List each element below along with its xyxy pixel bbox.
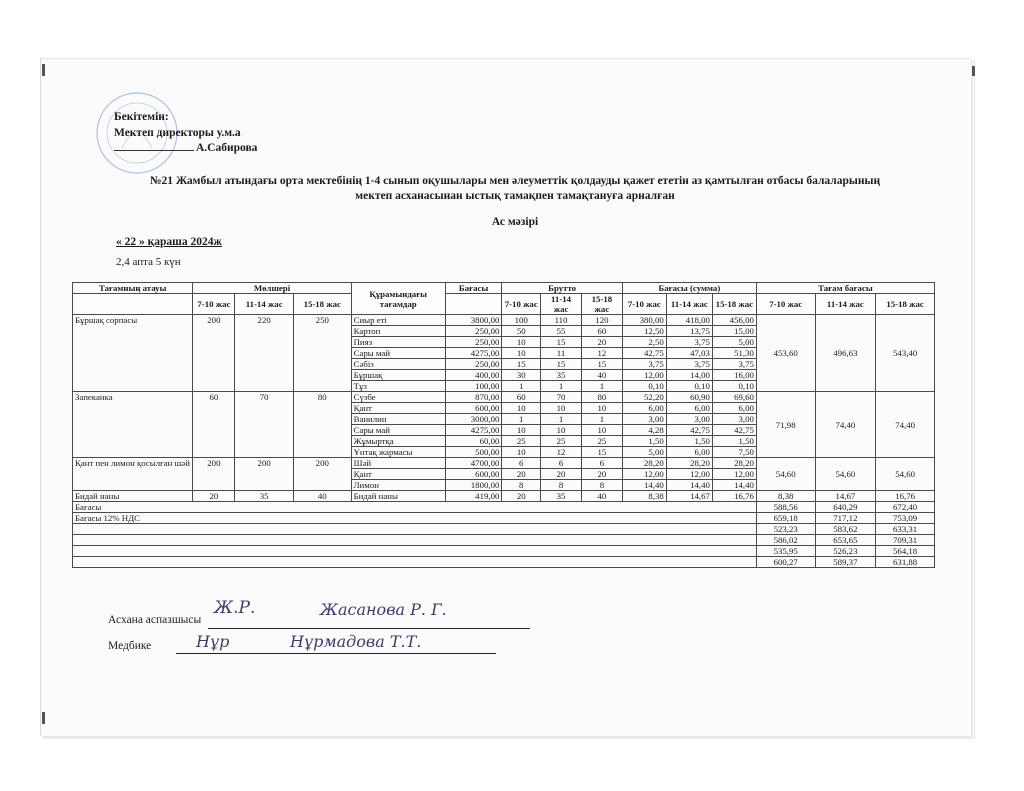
gross-value: 12 bbox=[581, 348, 622, 359]
edge-mark bbox=[972, 66, 975, 76]
gross-value: 20 bbox=[502, 491, 541, 502]
price-sum-value: 42,75 bbox=[622, 348, 666, 359]
price-sum-value: 52,20 bbox=[622, 392, 666, 403]
gross-value: 110 bbox=[541, 315, 582, 326]
summary-value: 600,27 bbox=[756, 557, 815, 568]
nurse-label: Медбике bbox=[108, 640, 152, 652]
gross-value: 6 bbox=[502, 458, 541, 469]
dish-total: 496,63 bbox=[815, 315, 876, 392]
gross-value: 25 bbox=[502, 436, 541, 447]
gross-value: 20 bbox=[502, 469, 541, 480]
sum-age3: 15-18 жас bbox=[712, 294, 756, 315]
price-sum-value: 2,50 bbox=[622, 337, 666, 348]
price-sum-value: 456,00 bbox=[712, 315, 756, 326]
dish-amount: 200 bbox=[193, 315, 235, 392]
ingredient-name: Картоп bbox=[351, 326, 445, 337]
price-sum-value: 14,40 bbox=[666, 480, 712, 491]
summary-value: 709,31 bbox=[876, 535, 935, 546]
price-sum-value: 8,38 bbox=[622, 491, 666, 502]
gross-value: 70 bbox=[541, 392, 582, 403]
gross-value: 35 bbox=[541, 491, 582, 502]
sum-age2: 11-14 жас bbox=[666, 294, 712, 315]
ingredient-name: Лимон bbox=[351, 480, 445, 491]
gross-value: 100 bbox=[502, 315, 541, 326]
header-blank bbox=[73, 294, 193, 315]
summary-value: 583,62 bbox=[815, 524, 876, 535]
ingredient-name: Пияз bbox=[351, 337, 445, 348]
price-sum-value: 28,20 bbox=[712, 458, 756, 469]
dish-total: 14,67 bbox=[815, 491, 876, 502]
table-row bbox=[73, 392, 935, 403]
summary-value: 753,09 bbox=[876, 513, 935, 524]
price-sum-value: 42,75 bbox=[666, 425, 712, 436]
ingredient-price: 870,00 bbox=[445, 392, 502, 403]
price-sum-value: 12,50 bbox=[622, 326, 666, 337]
gross-age3: 15-18 жас bbox=[581, 294, 622, 315]
menu-table bbox=[72, 282, 935, 568]
dish-total: 16,76 bbox=[876, 491, 935, 502]
summary-row bbox=[73, 535, 935, 546]
menu-title: Ас мәзірі bbox=[491, 216, 539, 228]
dish-total: 54,60 bbox=[756, 458, 815, 491]
header-price: Бағасы bbox=[445, 283, 502, 294]
gross-age1: 7-10 жас bbox=[502, 294, 541, 315]
price-sum-value: 0,10 bbox=[666, 381, 712, 392]
summary-value: 672,40 bbox=[876, 502, 935, 513]
ingredient-name: Сары май bbox=[351, 425, 445, 436]
summary-row bbox=[73, 546, 935, 557]
approval-line2: Мектеп директоры у.м.а bbox=[114, 126, 241, 139]
gross-value: 10 bbox=[541, 403, 582, 414]
gross-value: 40 bbox=[581, 370, 622, 381]
summary-row bbox=[73, 524, 935, 535]
summary-label: Бағасы bbox=[73, 502, 757, 513]
gross-value: 40 bbox=[581, 491, 622, 502]
summary-value: 633,31 bbox=[876, 524, 935, 535]
price-sum-value: 1,50 bbox=[622, 436, 666, 447]
header-age2: 11-14 жас bbox=[235, 294, 294, 315]
summary-value: 717,12 bbox=[815, 513, 876, 524]
gross-value: 6 bbox=[581, 458, 622, 469]
price-sum-value: 16,76 bbox=[712, 491, 756, 502]
price-sum-value: 12,00 bbox=[622, 370, 666, 381]
summary-value: 564,18 bbox=[876, 546, 935, 557]
summary-value: 589,37 bbox=[815, 557, 876, 568]
gross-value: 60 bbox=[502, 392, 541, 403]
dish-amount: 220 bbox=[235, 315, 294, 392]
dish-amount: 200 bbox=[293, 458, 351, 491]
ingredient-name: Бұршақ bbox=[351, 370, 445, 381]
dish-amount: 35 bbox=[235, 491, 294, 502]
ingredient-price: 500,00 bbox=[445, 447, 502, 458]
heading-line1: №21 Жамбыл атындағы орта мектебінің 1-4 сынып оқушылары мен әлеуметтік қолдауды қажет ететін аз қамтылған отбасы балаларының bbox=[149, 175, 881, 187]
gross-value: 60 bbox=[581, 326, 622, 337]
approval-line1: Бекітемін: bbox=[114, 111, 169, 123]
price-sum-value: 418,00 bbox=[666, 315, 712, 326]
gross-value: 80 bbox=[581, 392, 622, 403]
summary-value: 631,88 bbox=[876, 557, 935, 568]
dish-amount: 200 bbox=[235, 458, 294, 491]
ingredient-price: 250,00 bbox=[445, 337, 502, 348]
cook-handwritten-name: Жасанова Р. Г. bbox=[320, 600, 447, 619]
gross-value: 120 bbox=[581, 315, 622, 326]
price-sum-value: 3,75 bbox=[622, 359, 666, 370]
price-sum-value: 14,40 bbox=[712, 480, 756, 491]
summary-label bbox=[73, 535, 757, 546]
summary-row bbox=[73, 557, 935, 568]
price-sum-value: 12,00 bbox=[666, 469, 712, 480]
gross-value: 10 bbox=[502, 403, 541, 414]
summary-value: 653,65 bbox=[815, 535, 876, 546]
ingredient-price: 4700,00 bbox=[445, 458, 502, 469]
ingredient-name: Ванилин bbox=[351, 414, 445, 425]
dish-amount: 200 bbox=[193, 458, 235, 491]
ingredient-name: Қант bbox=[351, 403, 445, 414]
ingredient-name: Сәбіз bbox=[351, 359, 445, 370]
gross-value: 10 bbox=[541, 425, 582, 436]
dish-amount: 20 bbox=[193, 491, 235, 502]
document-heading bbox=[110, 174, 920, 204]
summary-value: 588,56 bbox=[756, 502, 815, 513]
price-sum-value: 3,75 bbox=[712, 359, 756, 370]
price-sum-value: 15,00 bbox=[712, 326, 756, 337]
gross-value: 20 bbox=[581, 469, 622, 480]
gross-value: 20 bbox=[581, 337, 622, 348]
price-sum-value: 51,30 bbox=[712, 348, 756, 359]
price-sum-value: 5,00 bbox=[622, 447, 666, 458]
ingredient-name: Сары май bbox=[351, 348, 445, 359]
gross-value: 1 bbox=[502, 414, 541, 425]
ingredient-name: Жұмыртқа bbox=[351, 436, 445, 447]
price-sum-value: 0,10 bbox=[712, 381, 756, 392]
gross-value: 15 bbox=[541, 337, 582, 348]
summary-label: Бағасы 12% НДС bbox=[73, 513, 757, 524]
ingredient-price: 4275,00 bbox=[445, 425, 502, 436]
gross-value: 15 bbox=[581, 359, 622, 370]
header-amount: Мөлшері bbox=[193, 283, 351, 294]
price-sum-value: 42,75 bbox=[712, 425, 756, 436]
gross-value: 1 bbox=[541, 414, 582, 425]
dish-total: 543,40 bbox=[876, 315, 935, 392]
gross-value: 20 bbox=[541, 469, 582, 480]
ingredient-name: Қант bbox=[351, 469, 445, 480]
ingredient-price: 60,00 bbox=[445, 436, 502, 447]
ingredient-name: Бидай наны bbox=[351, 491, 445, 502]
gross-value: 50 bbox=[502, 326, 541, 337]
price-sum-value: 1,50 bbox=[712, 436, 756, 447]
price-sum-value: 16,00 bbox=[712, 370, 756, 381]
cook-label: Асхана аспазшысы bbox=[108, 614, 202, 626]
summary-row bbox=[73, 502, 935, 513]
gross-value: 25 bbox=[541, 436, 582, 447]
ingredient-price: 3800,00 bbox=[445, 315, 502, 326]
nurse-initials: Нұр bbox=[196, 632, 230, 651]
sum-age1: 7-10 жас bbox=[622, 294, 666, 315]
dish-name: Қант пен лимон қосылған шәй bbox=[73, 458, 193, 491]
summary-value: 526,23 bbox=[815, 546, 876, 557]
dish-total: 71,98 bbox=[756, 392, 815, 458]
ingredient-price: 419,00 bbox=[445, 491, 502, 502]
gross-value: 1 bbox=[581, 381, 622, 392]
summary-value: 586,02 bbox=[756, 535, 815, 546]
menu-table-body bbox=[73, 315, 935, 568]
price-sum-value: 14,67 bbox=[666, 491, 712, 502]
ingredient-name: Шәй bbox=[351, 458, 445, 469]
dish-amount: 70 bbox=[235, 392, 294, 458]
ingredient-name: Сүзбе bbox=[351, 392, 445, 403]
dish-amount: 80 bbox=[293, 392, 351, 458]
price-sum-value: 3,75 bbox=[666, 337, 712, 348]
header-price-sum: Бағасы (сумма) bbox=[622, 283, 756, 294]
gross-value: 1 bbox=[541, 381, 582, 392]
price-sum-value: 14,00 bbox=[666, 370, 712, 381]
header-dish: Тағамның атауы bbox=[73, 283, 193, 294]
price-sum-value: 380,00 bbox=[622, 315, 666, 326]
ingredient-price: 4275,00 bbox=[445, 348, 502, 359]
dish-total: 453,60 bbox=[756, 315, 815, 392]
gross-value: 30 bbox=[502, 370, 541, 381]
price-sum-value: 13,75 bbox=[666, 326, 712, 337]
price-sum-value: 28,20 bbox=[622, 458, 666, 469]
summary-value: 535,95 bbox=[756, 546, 815, 557]
price-sum-value: 69,60 bbox=[712, 392, 756, 403]
ingredient-price: 600,00 bbox=[445, 469, 502, 480]
nurse-signature-line bbox=[176, 653, 496, 654]
gross-value: 15 bbox=[581, 447, 622, 458]
heading-line2: мектеп асханасынан ыстық тамақпен тамақтануға арналған bbox=[355, 190, 675, 202]
total-age1: 7-10 жас bbox=[756, 294, 815, 315]
gross-value: 8 bbox=[502, 480, 541, 491]
gross-value: 1 bbox=[581, 414, 622, 425]
ingredient-price: 250,00 bbox=[445, 326, 502, 337]
ingredient-price: 3000,00 bbox=[445, 414, 502, 425]
price-sum-value: 3,00 bbox=[622, 414, 666, 425]
gross-value: 10 bbox=[502, 425, 541, 436]
ingredient-price: 1800,00 bbox=[445, 480, 502, 491]
price-sum-value: 6,00 bbox=[622, 403, 666, 414]
gross-value: 15 bbox=[541, 359, 582, 370]
week-day: 2,4 апта 5 күн bbox=[116, 256, 181, 268]
gross-value: 11 bbox=[541, 348, 582, 359]
gross-value: 1 bbox=[502, 381, 541, 392]
price-sum-value: 12,00 bbox=[712, 469, 756, 480]
header-age3: 15-18 жас bbox=[293, 294, 351, 315]
gross-value: 6 bbox=[541, 458, 582, 469]
price-sum-value: 7,50 bbox=[712, 447, 756, 458]
dish-amount: 60 bbox=[193, 392, 235, 458]
price-sum-value: 47,03 bbox=[666, 348, 712, 359]
header-ingredients: Құрамындағы тағамдар bbox=[351, 283, 445, 315]
director-signature-line bbox=[114, 150, 194, 151]
ingredient-name: Тұз bbox=[351, 381, 445, 392]
gross-value: 15 bbox=[502, 359, 541, 370]
edge-mark bbox=[42, 64, 45, 76]
summary-row bbox=[73, 513, 935, 524]
price-sum-value: 3,75 bbox=[666, 359, 712, 370]
dish-total: 74,40 bbox=[876, 392, 935, 458]
dish-amount: 250 bbox=[293, 315, 351, 392]
price-sum-value: 28,20 bbox=[666, 458, 712, 469]
price-sum-value: 1,50 bbox=[666, 436, 712, 447]
gross-value: 12 bbox=[541, 447, 582, 458]
dish-total: 54,60 bbox=[876, 458, 935, 491]
nurse-handwritten-name: Нұрмадова Т.Т. bbox=[290, 632, 422, 651]
table-row bbox=[73, 491, 935, 502]
gross-value: 10 bbox=[581, 425, 622, 436]
cook-signature-line bbox=[208, 628, 530, 629]
cook-initials: Ж.Р. bbox=[214, 598, 256, 618]
ingredient-price: 100,00 bbox=[445, 381, 502, 392]
ingredient-name: Сиыр еті bbox=[351, 315, 445, 326]
price-sum-value: 5,00 bbox=[712, 337, 756, 348]
gross-value: 55 bbox=[541, 326, 582, 337]
table-row bbox=[73, 315, 935, 326]
dish-total: 8,38 bbox=[756, 491, 815, 502]
dish-amount: 40 bbox=[293, 491, 351, 502]
summary-value: 640,29 bbox=[815, 502, 876, 513]
edge-mark bbox=[42, 712, 45, 724]
summary-label bbox=[73, 557, 757, 568]
gross-age2: 11-14 жас bbox=[541, 294, 582, 315]
gross-value: 10 bbox=[581, 403, 622, 414]
ingredient-price: 250,00 bbox=[445, 359, 502, 370]
price-sum-value: 3,00 bbox=[666, 414, 712, 425]
gross-value: 10 bbox=[502, 447, 541, 458]
header-dish-price: Тағам бағасы bbox=[756, 283, 934, 294]
dish-name: Бұршақ сорпасы bbox=[73, 315, 193, 392]
ingredient-name: Ұнтақ жармасы bbox=[351, 447, 445, 458]
price-sum-value: 6,00 bbox=[666, 403, 712, 414]
summary-value: 659,18 bbox=[756, 513, 815, 524]
price-sum-value: 4,28 bbox=[622, 425, 666, 436]
table-row bbox=[73, 458, 935, 469]
header-blank bbox=[445, 294, 502, 315]
gross-value: 35 bbox=[541, 370, 582, 381]
total-age2: 11-14 жас bbox=[815, 294, 876, 315]
price-sum-value: 14,40 bbox=[622, 480, 666, 491]
price-sum-value: 12,00 bbox=[622, 469, 666, 480]
total-age3: 15-18 жас bbox=[876, 294, 935, 315]
gross-value: 25 bbox=[581, 436, 622, 447]
price-sum-value: 6,00 bbox=[666, 447, 712, 458]
price-sum-value: 3,00 bbox=[712, 414, 756, 425]
gross-value: 10 bbox=[502, 348, 541, 359]
summary-label bbox=[73, 524, 757, 535]
header-age1: 7-10 жас bbox=[193, 294, 235, 315]
ingredient-price: 600,00 bbox=[445, 403, 502, 414]
price-sum-value: 6,00 bbox=[712, 403, 756, 414]
summary-label bbox=[73, 546, 757, 557]
ingredient-price: 400,00 bbox=[445, 370, 502, 381]
header-gross: Брутто bbox=[502, 283, 622, 294]
dish-total: 54,60 bbox=[815, 458, 876, 491]
dish-total: 74,40 bbox=[815, 392, 876, 458]
gross-value: 10 bbox=[502, 337, 541, 348]
dish-name: Запеканка bbox=[73, 392, 193, 458]
menu-date: « 22 » қараша 2024ж bbox=[116, 236, 222, 248]
director-name: А.Сабирова bbox=[196, 142, 258, 154]
gross-value: 8 bbox=[541, 480, 582, 491]
summary-value: 523,23 bbox=[756, 524, 815, 535]
dish-name: Бидай наны bbox=[73, 491, 193, 502]
price-sum-value: 0,10 bbox=[622, 381, 666, 392]
gross-value: 8 bbox=[581, 480, 622, 491]
price-sum-value: 60,90 bbox=[666, 392, 712, 403]
approval-block bbox=[114, 110, 257, 157]
